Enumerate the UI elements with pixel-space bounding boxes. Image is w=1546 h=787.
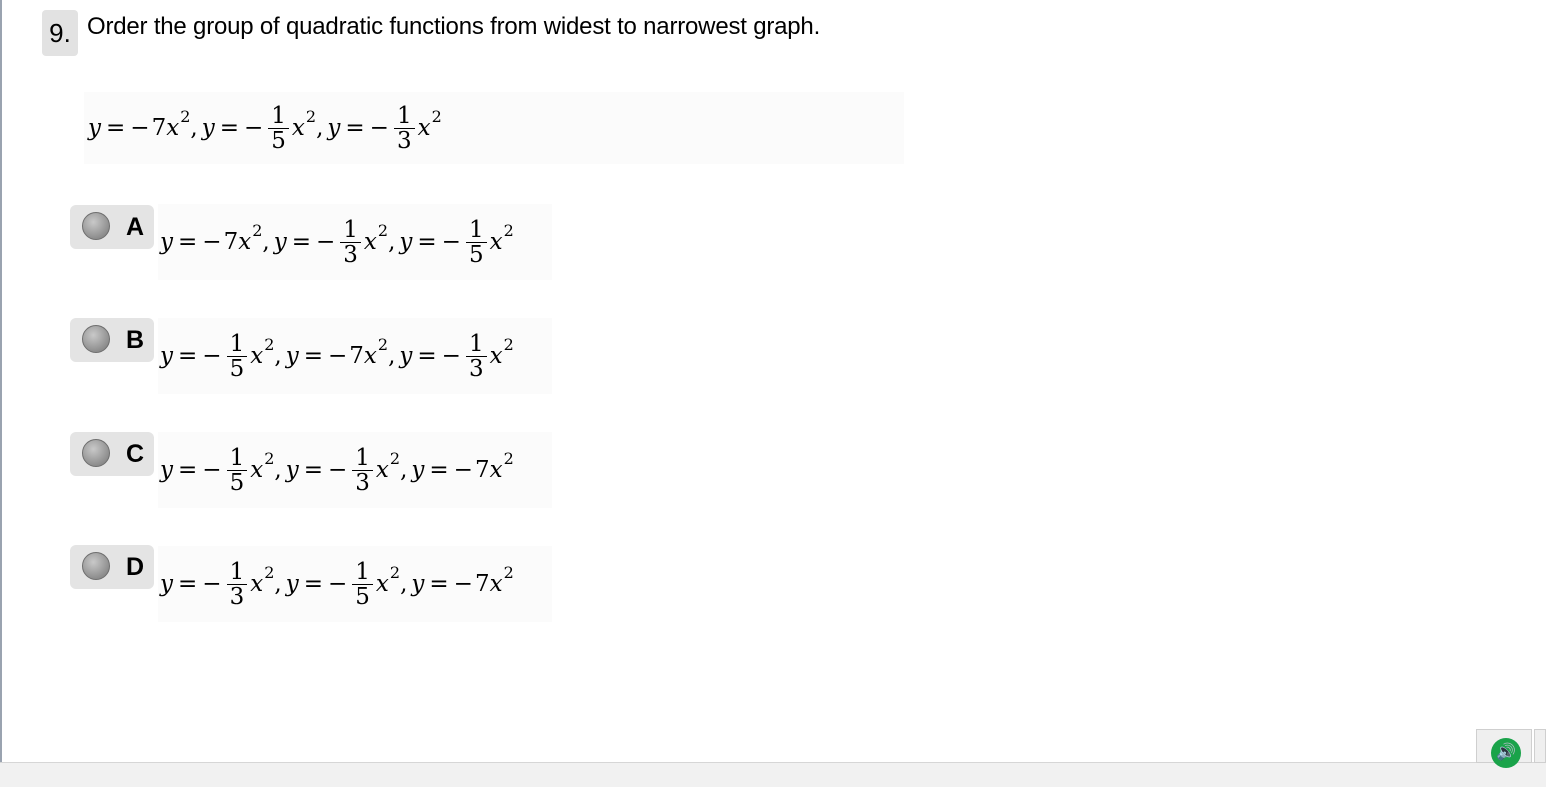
option-c-letter: C bbox=[126, 440, 145, 468]
function-term bbox=[327, 104, 445, 153]
option-a-radio[interactable] bbox=[82, 212, 110, 240]
equals-sign: = bbox=[178, 571, 198, 597]
y-variable: y bbox=[273, 229, 287, 255]
function-term bbox=[202, 104, 328, 153]
fraction bbox=[340, 218, 361, 267]
fraction-denominator: 3 bbox=[229, 583, 245, 610]
comma-separator: , bbox=[388, 229, 396, 255]
minus-sign: − bbox=[202, 229, 222, 255]
fraction-numerator: 1 bbox=[340, 218, 361, 243]
audio-button[interactable] bbox=[1476, 729, 1532, 763]
x-variable: x bbox=[291, 115, 305, 141]
minus-sign: − bbox=[369, 115, 389, 141]
exponent: 2 bbox=[503, 220, 514, 240]
function-term bbox=[285, 334, 400, 369]
option-c-radio[interactable] bbox=[82, 439, 110, 467]
x-variable: x bbox=[489, 457, 503, 483]
left-border bbox=[0, 0, 2, 762]
fraction bbox=[394, 104, 415, 153]
fraction-numerator: 1 bbox=[466, 332, 487, 357]
option-a-letter: A bbox=[126, 213, 145, 241]
function-term bbox=[88, 106, 202, 141]
fraction-denominator: 5 bbox=[229, 469, 245, 496]
comma-separator: , bbox=[388, 343, 396, 369]
exponent: 2 bbox=[264, 334, 275, 354]
equals-sign: = bbox=[303, 343, 323, 369]
function-term bbox=[399, 218, 517, 267]
x-variable: x bbox=[375, 571, 389, 597]
minus-sign: − bbox=[327, 571, 348, 597]
coefficient: 7 bbox=[474, 457, 490, 483]
option-a-button[interactable] bbox=[70, 205, 154, 249]
y-variable: y bbox=[411, 457, 425, 483]
speaker-icon[interactable]: 🔊 bbox=[1491, 738, 1521, 768]
equals-sign: = bbox=[291, 229, 311, 255]
equals-sign: = bbox=[429, 457, 449, 483]
fraction-denominator: 5 bbox=[468, 241, 484, 268]
exponent: 2 bbox=[503, 334, 514, 354]
option-c-equations[interactable] bbox=[158, 432, 552, 508]
fraction-numerator: 1 bbox=[268, 104, 289, 129]
option-b-button[interactable] bbox=[70, 318, 154, 362]
function-term bbox=[286, 446, 412, 495]
question-prompt: Order the group of quadratic functions from widest to narrowest graph. bbox=[87, 13, 821, 40]
comma-separator: , bbox=[274, 343, 282, 369]
exponent: 2 bbox=[389, 562, 401, 582]
x-variable: x bbox=[363, 229, 377, 255]
fraction-numerator: 1 bbox=[352, 446, 373, 471]
equals-sign: = bbox=[303, 457, 323, 483]
question-number-text: 9. bbox=[49, 18, 71, 48]
fraction-numerator: 1 bbox=[227, 332, 248, 357]
fraction-denominator: 3 bbox=[355, 469, 370, 496]
equals-sign: = bbox=[178, 229, 198, 255]
x-variable: x bbox=[417, 115, 431, 141]
y-variable: y bbox=[285, 571, 299, 597]
function-term bbox=[286, 560, 412, 609]
fraction bbox=[466, 218, 487, 267]
y-variable: y bbox=[160, 457, 173, 483]
exponent: 2 bbox=[305, 106, 317, 126]
option-a-equations[interactable] bbox=[158, 204, 552, 280]
option-c-button[interactable] bbox=[70, 432, 154, 476]
coefficient: 7 bbox=[151, 115, 167, 141]
fraction-numerator: 1 bbox=[394, 104, 415, 129]
function-term bbox=[160, 332, 286, 381]
x-variable: x bbox=[375, 457, 389, 483]
fraction bbox=[352, 446, 373, 495]
option-d-button[interactable] bbox=[70, 545, 154, 589]
function-term bbox=[399, 332, 517, 381]
y-variable: y bbox=[399, 229, 413, 255]
comma-separator: , bbox=[190, 115, 198, 141]
given-functions bbox=[84, 92, 904, 164]
minus-sign: − bbox=[327, 457, 348, 483]
comma-separator: , bbox=[274, 457, 282, 483]
fraction bbox=[352, 560, 373, 609]
minus-sign: − bbox=[441, 343, 461, 369]
exponent: 2 bbox=[503, 448, 514, 468]
fraction bbox=[466, 332, 487, 381]
y-variable: y bbox=[285, 457, 299, 483]
fraction-denominator: 5 bbox=[229, 355, 245, 382]
comma-separator: , bbox=[400, 457, 408, 483]
comma-separator: , bbox=[274, 571, 282, 597]
fraction-denominator: 3 bbox=[468, 355, 484, 382]
minus-sign: − bbox=[453, 571, 473, 597]
question-number bbox=[42, 10, 78, 56]
equals-sign: = bbox=[345, 115, 365, 141]
function-term bbox=[411, 448, 517, 483]
exponent: 2 bbox=[252, 220, 263, 240]
fraction bbox=[227, 560, 248, 609]
y-variable: y bbox=[88, 115, 101, 141]
exponent: 2 bbox=[431, 106, 442, 126]
exponent: 2 bbox=[264, 448, 275, 468]
fraction bbox=[227, 332, 248, 381]
x-variable: x bbox=[489, 571, 503, 597]
coefficient: 7 bbox=[474, 571, 490, 597]
function-term bbox=[160, 560, 286, 609]
comma-separator: , bbox=[316, 115, 324, 141]
x-variable: x bbox=[166, 115, 180, 141]
equals-sign: = bbox=[417, 229, 437, 255]
minus-sign: − bbox=[130, 115, 150, 141]
comma-separator: , bbox=[400, 571, 408, 597]
equals-sign: = bbox=[219, 115, 239, 141]
exponent: 2 bbox=[377, 220, 389, 240]
x-variable: x bbox=[489, 343, 503, 369]
function-term bbox=[411, 562, 517, 597]
comma-separator: , bbox=[262, 229, 270, 255]
x-variable: x bbox=[238, 229, 252, 255]
fraction-denominator: 3 bbox=[396, 127, 412, 154]
audio-side-panel bbox=[1534, 729, 1546, 763]
equals-sign: = bbox=[106, 115, 126, 141]
y-variable: y bbox=[160, 229, 173, 255]
coefficient: 7 bbox=[223, 229, 239, 255]
minus-sign: − bbox=[243, 115, 264, 141]
option-d-radio[interactable] bbox=[82, 552, 110, 580]
option-b-equations[interactable] bbox=[158, 318, 552, 394]
y-variable: y bbox=[160, 343, 173, 369]
y-variable: y bbox=[201, 115, 215, 141]
function-term bbox=[160, 220, 274, 255]
minus-sign: − bbox=[315, 229, 336, 255]
x-variable: x bbox=[363, 343, 377, 369]
x-variable: x bbox=[250, 457, 264, 483]
function-term bbox=[160, 446, 286, 495]
fraction bbox=[227, 446, 248, 495]
x-variable: x bbox=[250, 571, 264, 597]
equals-sign: = bbox=[417, 343, 437, 369]
function-term bbox=[274, 218, 400, 267]
exponent: 2 bbox=[503, 562, 514, 582]
y-variable: y bbox=[160, 571, 173, 597]
y-variable: y bbox=[327, 115, 341, 141]
minus-sign: − bbox=[202, 343, 222, 369]
fraction-numerator: 1 bbox=[466, 218, 487, 243]
coefficient: 7 bbox=[349, 343, 364, 369]
fraction-numerator: 1 bbox=[352, 560, 373, 585]
x-variable: x bbox=[489, 229, 503, 255]
equals-sign: = bbox=[178, 343, 198, 369]
minus-sign: − bbox=[327, 343, 348, 369]
option-b-radio[interactable] bbox=[82, 325, 110, 353]
minus-sign: − bbox=[453, 457, 473, 483]
fraction-denominator: 5 bbox=[355, 583, 370, 610]
equals-sign: = bbox=[429, 571, 449, 597]
fraction-numerator: 1 bbox=[227, 446, 248, 471]
y-variable: y bbox=[399, 343, 413, 369]
exponent: 2 bbox=[377, 334, 389, 354]
option-b-letter: B bbox=[126, 326, 145, 354]
bottom-bar bbox=[0, 762, 1546, 787]
exponent: 2 bbox=[264, 562, 275, 582]
y-variable: y bbox=[411, 571, 425, 597]
fraction-denominator: 3 bbox=[343, 241, 358, 268]
x-variable: x bbox=[250, 343, 264, 369]
y-variable: y bbox=[285, 343, 299, 369]
fraction-denominator: 5 bbox=[271, 127, 286, 154]
minus-sign: − bbox=[202, 571, 222, 597]
fraction bbox=[268, 104, 289, 153]
option-d-letter: D bbox=[126, 553, 145, 581]
equals-sign: = bbox=[178, 457, 198, 483]
equals-sign: = bbox=[303, 571, 323, 597]
minus-sign: − bbox=[202, 457, 222, 483]
minus-sign: − bbox=[441, 229, 461, 255]
exponent: 2 bbox=[389, 448, 401, 468]
option-d-equations[interactable] bbox=[158, 546, 552, 622]
exponent: 2 bbox=[180, 106, 191, 126]
fraction-numerator: 1 bbox=[227, 560, 248, 585]
